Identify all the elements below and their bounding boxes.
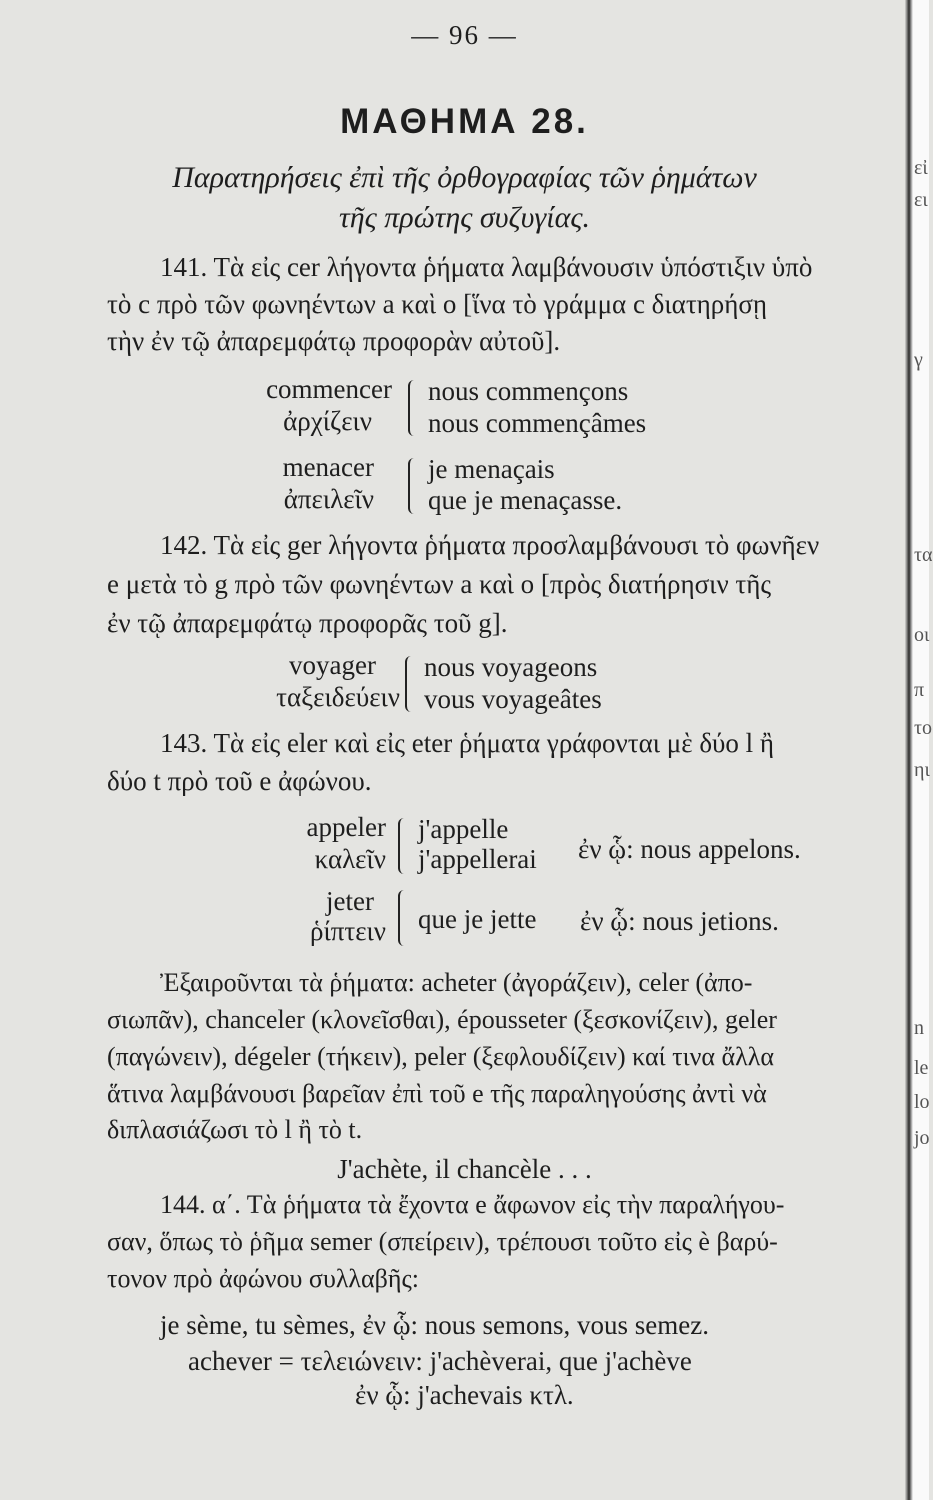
exceptions-line: διπλασιάζωσι τὸ l ἢ τὸ t. <box>107 1115 363 1144</box>
example-verb: menacer <box>282 452 374 482</box>
example-form: je menaçais <box>428 454 555 484</box>
example-form: nous commençons <box>428 376 629 406</box>
rule-141-line-2: τὸ c πρὸ τῶν φωνηέντων a καὶ o [ἵνα τὸ γράμμα c διατηρήσῃ <box>107 289 768 319</box>
margin-fragment: οι <box>914 624 930 646</box>
example-form: nous commençâmes <box>428 408 647 438</box>
example-form: nous voyageons <box>424 652 598 682</box>
example-greek: ἀπειλεῖν <box>283 484 374 514</box>
margin-fragment: ηι <box>914 759 930 781</box>
example-greek: ῥίπτειν <box>309 916 386 946</box>
rule-142-line-3: ἐν τῷ ἀπαρεμφάτῳ προφορᾶς τοῦ g]. <box>107 608 508 638</box>
lesson-title: ΜΑΘΗΜΑ 28. <box>340 102 589 141</box>
example-note: ἐν ᾧ: nous appelons. <box>578 834 801 864</box>
example-verb: voyager <box>289 650 376 680</box>
brace <box>408 458 420 514</box>
exceptions-line: Ἐξαιροῦνται τὰ ῥήματα: acheter (ἀγοράζειν), celer (ἀπο- <box>160 968 753 997</box>
example-verb: jeter <box>326 886 374 916</box>
rule-143-line-2: δύο t πρὸ τοῦ e ἀφώνου. <box>107 766 372 796</box>
example-form: vous voyageâtes <box>424 684 602 714</box>
margin-fragment: le <box>914 1057 929 1079</box>
exceptions-example: J'achète, il chancèle . . . <box>337 1154 592 1184</box>
margin-fragment: τα <box>914 544 933 566</box>
rule-144-line-1: 144. α΄. Τὰ ῥήματα τὰ ἔχοντα e ἄφωνον εἰς τὴν παραλήγου- <box>160 1190 785 1219</box>
rule-144-line-3: τονον πρὸ ἀφώνου συλλαβῆς: <box>107 1264 419 1293</box>
brace <box>408 380 420 436</box>
example-verb: commencer <box>266 374 392 404</box>
example-greek: ταξειδεύειν <box>276 682 400 712</box>
margin-fragment: γ <box>914 349 923 371</box>
example-form: que je menaçasse. <box>428 485 623 515</box>
margin-fragment: jo <box>914 1127 930 1149</box>
subtitle-line-1: Παρατηρήσεις ἐπὶ τῆς ὀρθογραφίας τῶν ῥημάτων <box>172 161 757 194</box>
conjugation-line: je sème, tu sèmes, ἐν ᾧ: nous semons, vous semez. <box>160 1310 709 1340</box>
exceptions-line: ἅτινα λαμβάνουσι βαρεῖαν ἐπὶ τοῦ e τῆς παραληγούσης ἀντὶ νὰ <box>107 1079 767 1108</box>
page-number: — 96 — <box>411 20 518 50</box>
brace <box>398 818 410 874</box>
brace <box>405 656 417 712</box>
rule-141-line-3: τὴν ἐν τῷ ἀπαρεμφάτῳ προφορὰν αὐτοῦ]. <box>107 326 561 356</box>
example-greek: ἀρχίζειν <box>283 406 372 436</box>
example-form: j'appelle <box>418 814 509 844</box>
rule-141-line-1: 141. Τὰ εἰς cer λήγοντα ῥήματα λαμβάνουσιν ὑπόστιξιν ὑπὸ <box>160 252 813 282</box>
example-verb: appeler <box>306 812 386 842</box>
rule-143-line-1: 143. Τὰ εἰς eler καὶ εἰς eter ῥήματα γράφονται μὲ δύο l ἢ <box>160 728 775 758</box>
example-greek: καλεῖν <box>314 844 386 874</box>
conjugation-line: achever = τελειώνειν: j'achèverai, que j'achève <box>188 1346 692 1376</box>
margin-fragment: n <box>914 1017 924 1039</box>
margin-fragment: εἰ <box>914 157 928 179</box>
example-form: j'appellerai <box>418 844 537 874</box>
subtitle-line-2: τῆς πρώτης συζυγίας. <box>338 201 590 234</box>
margin-fragment: ει <box>914 189 928 211</box>
example-form: que je jette <box>418 904 537 934</box>
adjacent-page-edge <box>905 0 933 1500</box>
rule-142-line-1: 142. Τὰ εἰς ger λήγοντα ῥήματα προσλαμβάνουσι τὸ φωνῆεν <box>160 530 820 560</box>
example-note: ἐν ᾧ: nous jetions. <box>580 906 779 936</box>
rule-144-line-2: σαν, ὅπως τὸ ῥῆμα semer (σπείρειν), τρέπουσι τοῦτο εἰς è βαρύ- <box>107 1227 778 1256</box>
rule-142-line-2: e μετὰ τὸ g πρὸ τῶν φωνηέντων a καὶ o [πρὸς διατήρησιν τῆς <box>107 569 772 599</box>
margin-fragment: lo <box>914 1091 930 1113</box>
exceptions-line: σιωπᾶν), chanceler (κλονεῖσθαι), épousseter (ξεσκονίζειν), geler <box>107 1005 777 1034</box>
brace <box>398 890 410 946</box>
exceptions-line: (παγώνειν), dégeler (τήκειν), peler (ξεφλουδίζειν) καί τινα ἄλλα <box>107 1042 774 1071</box>
conjugation-line: ἐν ᾧ: j'achevais κτλ. <box>355 1380 574 1410</box>
margin-fragment: το <box>914 717 933 739</box>
margin-fragment: π <box>914 679 925 701</box>
